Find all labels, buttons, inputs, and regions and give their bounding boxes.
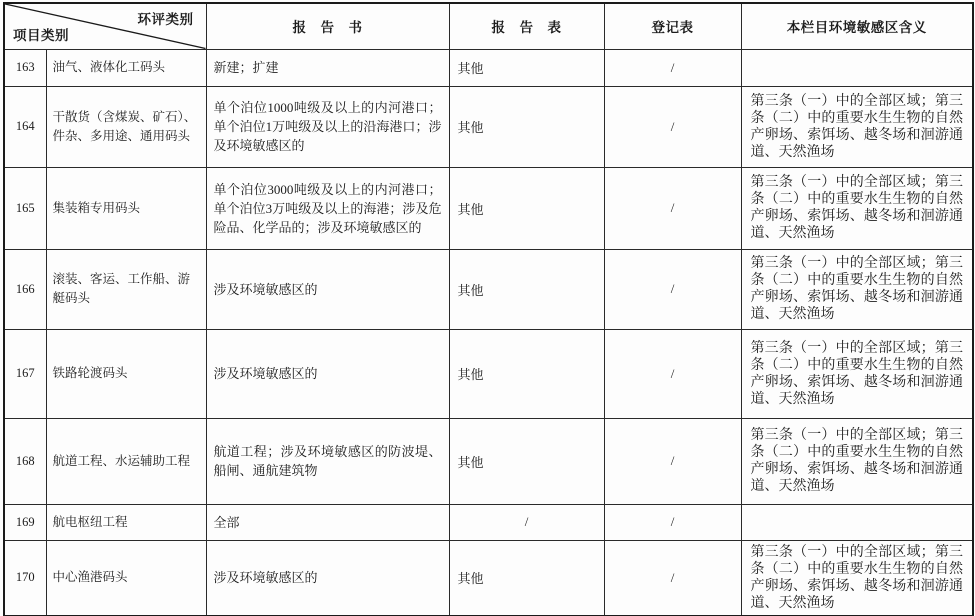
report-form-cell: 其他 <box>449 329 604 418</box>
diagonal-header-cell <box>4 3 206 49</box>
category-cell: 滚装、客运、工作船、游艇码头 <box>46 249 206 329</box>
category-cell: 油气、液体化工码头 <box>46 49 206 86</box>
registration-form-cell: / <box>604 418 741 504</box>
table-row <box>4 86 973 167</box>
category-cell: 干散货（含煤炭、矿石）、件杂、多用途、通用码头 <box>46 86 206 167</box>
sensitive-area-cell: 第三条（一）中的全部区域；第三条（二）中的重要水生生物的自然产卵场、索饵场、越冬场和洄游通道、天然渔场 <box>741 540 973 616</box>
report-book-cell: 涉及环境敏感区的 <box>206 329 449 418</box>
header-registration-form: 登记表 <box>604 3 741 49</box>
report-form-cell: 其他 <box>449 418 604 504</box>
registration-form-cell: / <box>604 329 741 418</box>
report-form-cell: / <box>449 504 604 540</box>
sensitive-area-cell: 第三条（一）中的全部区域；第三条（二）中的重要水生生物的自然产卵场、索饵场、越冬场和洄游通道、天然渔场 <box>741 329 973 418</box>
sensitive-area-cell: 第三条（一）中的全部区域；第三条（二）中的重要水生生物的自然产卵场、索饵场、越冬场和洄游通道、天然渔场 <box>741 86 973 167</box>
sensitive-area-cell <box>741 504 973 540</box>
registration-form-cell: / <box>604 504 741 540</box>
category-cell: 铁路轮渡码头 <box>46 329 206 418</box>
category-cell: 中心渔港码头 <box>46 540 206 616</box>
report-form-cell: 其他 <box>449 249 604 329</box>
table-row <box>4 167 973 249</box>
table-row <box>4 504 973 540</box>
category-cell: 航道工程、水运辅助工程 <box>46 418 206 504</box>
seq-cell: 166 <box>4 249 46 329</box>
table-row <box>4 329 973 418</box>
table-row <box>4 540 973 616</box>
eia-classification-table <box>3 2 974 616</box>
header-sensitive-meaning: 本栏目环境敏感区含义 <box>741 3 973 49</box>
registration-form-cell: / <box>604 49 741 86</box>
seq-cell: 170 <box>4 540 46 616</box>
registration-form-cell: / <box>604 540 741 616</box>
registration-form-cell: / <box>604 167 741 249</box>
report-book-cell: 新建；扩建 <box>206 49 449 86</box>
sensitive-area-cell: 第三条（一）中的全部区域；第三条（二）中的重要水生生物的自然产卵场、索饵场、越冬场和洄游通道、天然渔场 <box>741 249 973 329</box>
category-cell: 航电枢纽工程 <box>46 504 206 540</box>
header-project-category: 项目类别 <box>13 27 69 43</box>
sensitive-area-cell: 第三条（一）中的全部区域；第三条（二）中的重要水生生物的自然产卵场、索饵场、越冬场和洄游通道、天然渔场 <box>741 418 973 504</box>
registration-form-cell: / <box>604 86 741 167</box>
category-cell: 集装箱专用码头 <box>46 167 206 249</box>
report-book-cell: 涉及环境敏感区的 <box>206 249 449 329</box>
report-book-cell: 航道工程；涉及环境敏感区的防波堤、船闸、通航建筑物 <box>206 418 449 504</box>
table-body <box>4 49 973 616</box>
seq-cell: 168 <box>4 418 46 504</box>
report-book-cell: 涉及环境敏感区的 <box>206 540 449 616</box>
table-row <box>4 49 973 86</box>
report-form-cell: 其他 <box>449 86 604 167</box>
header-row <box>4 3 973 49</box>
header-report-form: 报 告 表 <box>449 3 604 49</box>
report-form-cell: 其他 <box>449 49 604 86</box>
report-form-cell: 其他 <box>449 167 604 249</box>
report-book-cell: 单个泊位3000吨级及以上的内河港口；单个泊位3万吨级及以上的海港；涉及危险品、化学品的；涉及环境敏感区的 <box>206 167 449 249</box>
sensitive-area-cell: 第三条（一）中的全部区域；第三条（二）中的重要水生生物的自然产卵场、索饵场、越冬场和洄游通道、天然渔场 <box>741 167 973 249</box>
seq-cell: 163 <box>4 49 46 86</box>
report-form-cell: 其他 <box>449 540 604 616</box>
seq-cell: 164 <box>4 86 46 167</box>
seq-cell: 165 <box>4 167 46 249</box>
report-book-cell: 全部 <box>206 504 449 540</box>
seq-cell: 169 <box>4 504 46 540</box>
table-header <box>4 3 973 49</box>
table-row <box>4 418 973 504</box>
header-report-book: 报 告 书 <box>206 3 449 49</box>
header-eia-category: 环评类别 <box>137 12 194 27</box>
sensitive-area-cell <box>741 49 973 86</box>
seq-cell: 167 <box>4 329 46 418</box>
table-row <box>4 249 973 329</box>
registration-form-cell: / <box>604 249 741 329</box>
report-book-cell: 单个泊位1000吨级及以上的内河港口；单个泊位1万吨级及以上的沿海港口；涉及环境敏感区的 <box>206 86 449 167</box>
